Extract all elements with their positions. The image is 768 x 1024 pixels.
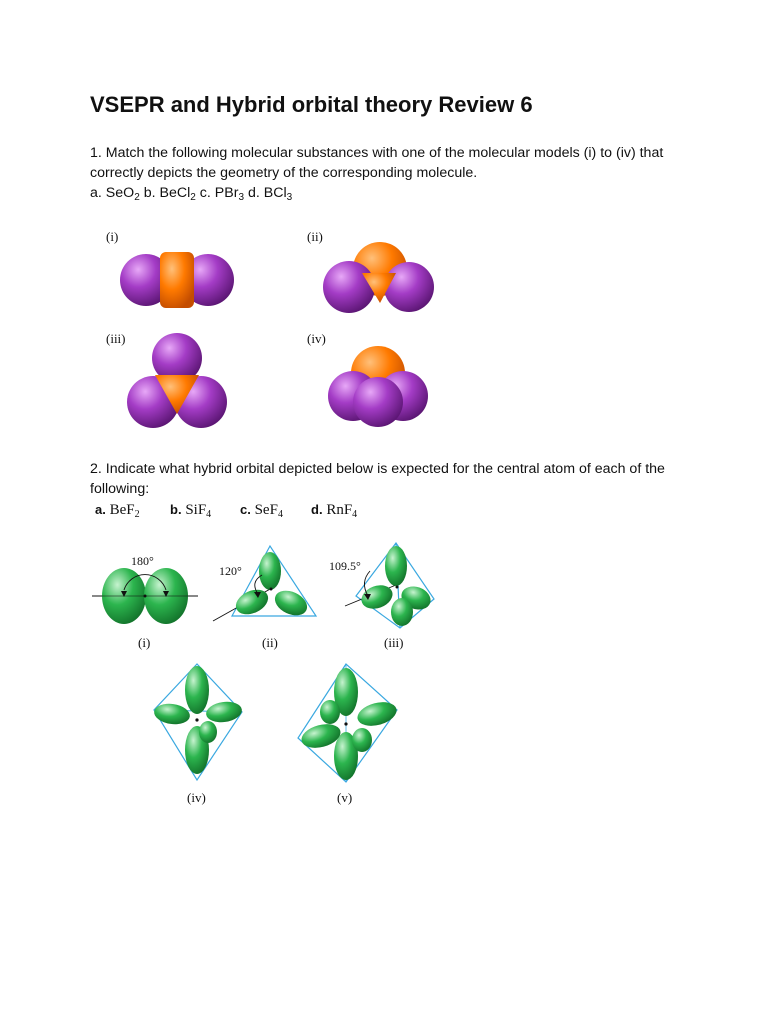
orbital-label-v: (v)	[337, 790, 353, 805]
model-label-i: (i)	[106, 229, 119, 244]
model-iv-front-atom	[353, 377, 403, 427]
orbital-label-iii: (iii)	[384, 635, 404, 650]
angle-label-109: 109.5°	[329, 559, 361, 573]
q2-item-d: d. RnF$_4$	[311, 502, 358, 520]
orbital-ii-left-lobe	[232, 585, 272, 619]
q2-item-c: c. SeF$_4$	[240, 502, 283, 520]
orbital-iv-front-lobe	[199, 721, 217, 743]
model-label-ii: (ii)	[307, 229, 323, 244]
orbital-iv-sp3d	[153, 664, 243, 780]
q1-line2: correctly depicts the geometry of the corresponding molecule.	[90, 165, 478, 181]
orbital-i-sp	[92, 568, 198, 624]
model-label-iii: (iii)	[106, 331, 126, 346]
orbital-label-ii: (ii)	[262, 635, 278, 650]
model-i-linear	[120, 252, 234, 308]
orbital-v-right-lobe	[355, 698, 399, 730]
orbital-iii-front-lobe	[391, 598, 413, 626]
orbital-iv-top-lobe	[185, 666, 209, 714]
orbital-v-sp3d2	[298, 664, 399, 782]
q1-item-c-letter: c.	[199, 185, 211, 201]
angle-label-180: 180°	[131, 554, 154, 568]
q1-item-d-letter: d.	[247, 185, 260, 201]
page-title: VSEPR and Hybrid orbital theory Review 6	[90, 92, 533, 117]
q2-line2: following:	[90, 481, 150, 497]
model-ii-left-atom	[323, 261, 375, 313]
q1-item-b-letter: b.	[143, 185, 156, 201]
q2-item-b: b. SiF$_4$	[170, 502, 212, 520]
q1-item-c-formula: PBr$_3$	[214, 185, 244, 203]
model-iv-trigonal-pyramidal	[328, 346, 428, 427]
orbital-ii-top-lobe	[259, 552, 281, 590]
orbital-label-iv: (iv)	[187, 790, 206, 805]
q1-item-d-formula: BCl$_3$	[263, 185, 293, 203]
orbital-label-i: (i)	[138, 635, 151, 650]
orbital-v-back-lobe	[320, 700, 340, 724]
orbital-iii-top-lobe	[385, 546, 407, 586]
model-ii-right-atom	[384, 262, 434, 312]
orbital-v-front-lobe	[352, 728, 372, 752]
model-label-iv: (iv)	[307, 331, 326, 346]
q1-line1: 1. Match the following molecular substances with one of the molecular models (i) to (iv) that	[90, 145, 664, 161]
orbital-iii-sp3	[345, 543, 434, 628]
q2-item-a: a. BeF$_2$	[95, 502, 140, 520]
q1-item-b-formula: BeCl$_2$	[159, 185, 196, 203]
q1-item-a-letter: a.	[90, 185, 102, 201]
model-ii-bent	[323, 242, 434, 313]
model-iii-trigonal-planar	[127, 333, 227, 428]
angle-label-120: 120°	[219, 564, 242, 578]
q1-item-a-formula: SeO$_2$	[105, 185, 140, 203]
orbital-ii-right-lobe	[271, 586, 311, 620]
q2-line1: 2. Indicate what hybrid orbital depicted below is expected for the central atom of each of the	[90, 461, 665, 477]
orbital-iv-right-lobe	[205, 700, 243, 725]
model-i-center-atom	[160, 252, 194, 308]
orbital-ii-sp2	[213, 546, 316, 621]
